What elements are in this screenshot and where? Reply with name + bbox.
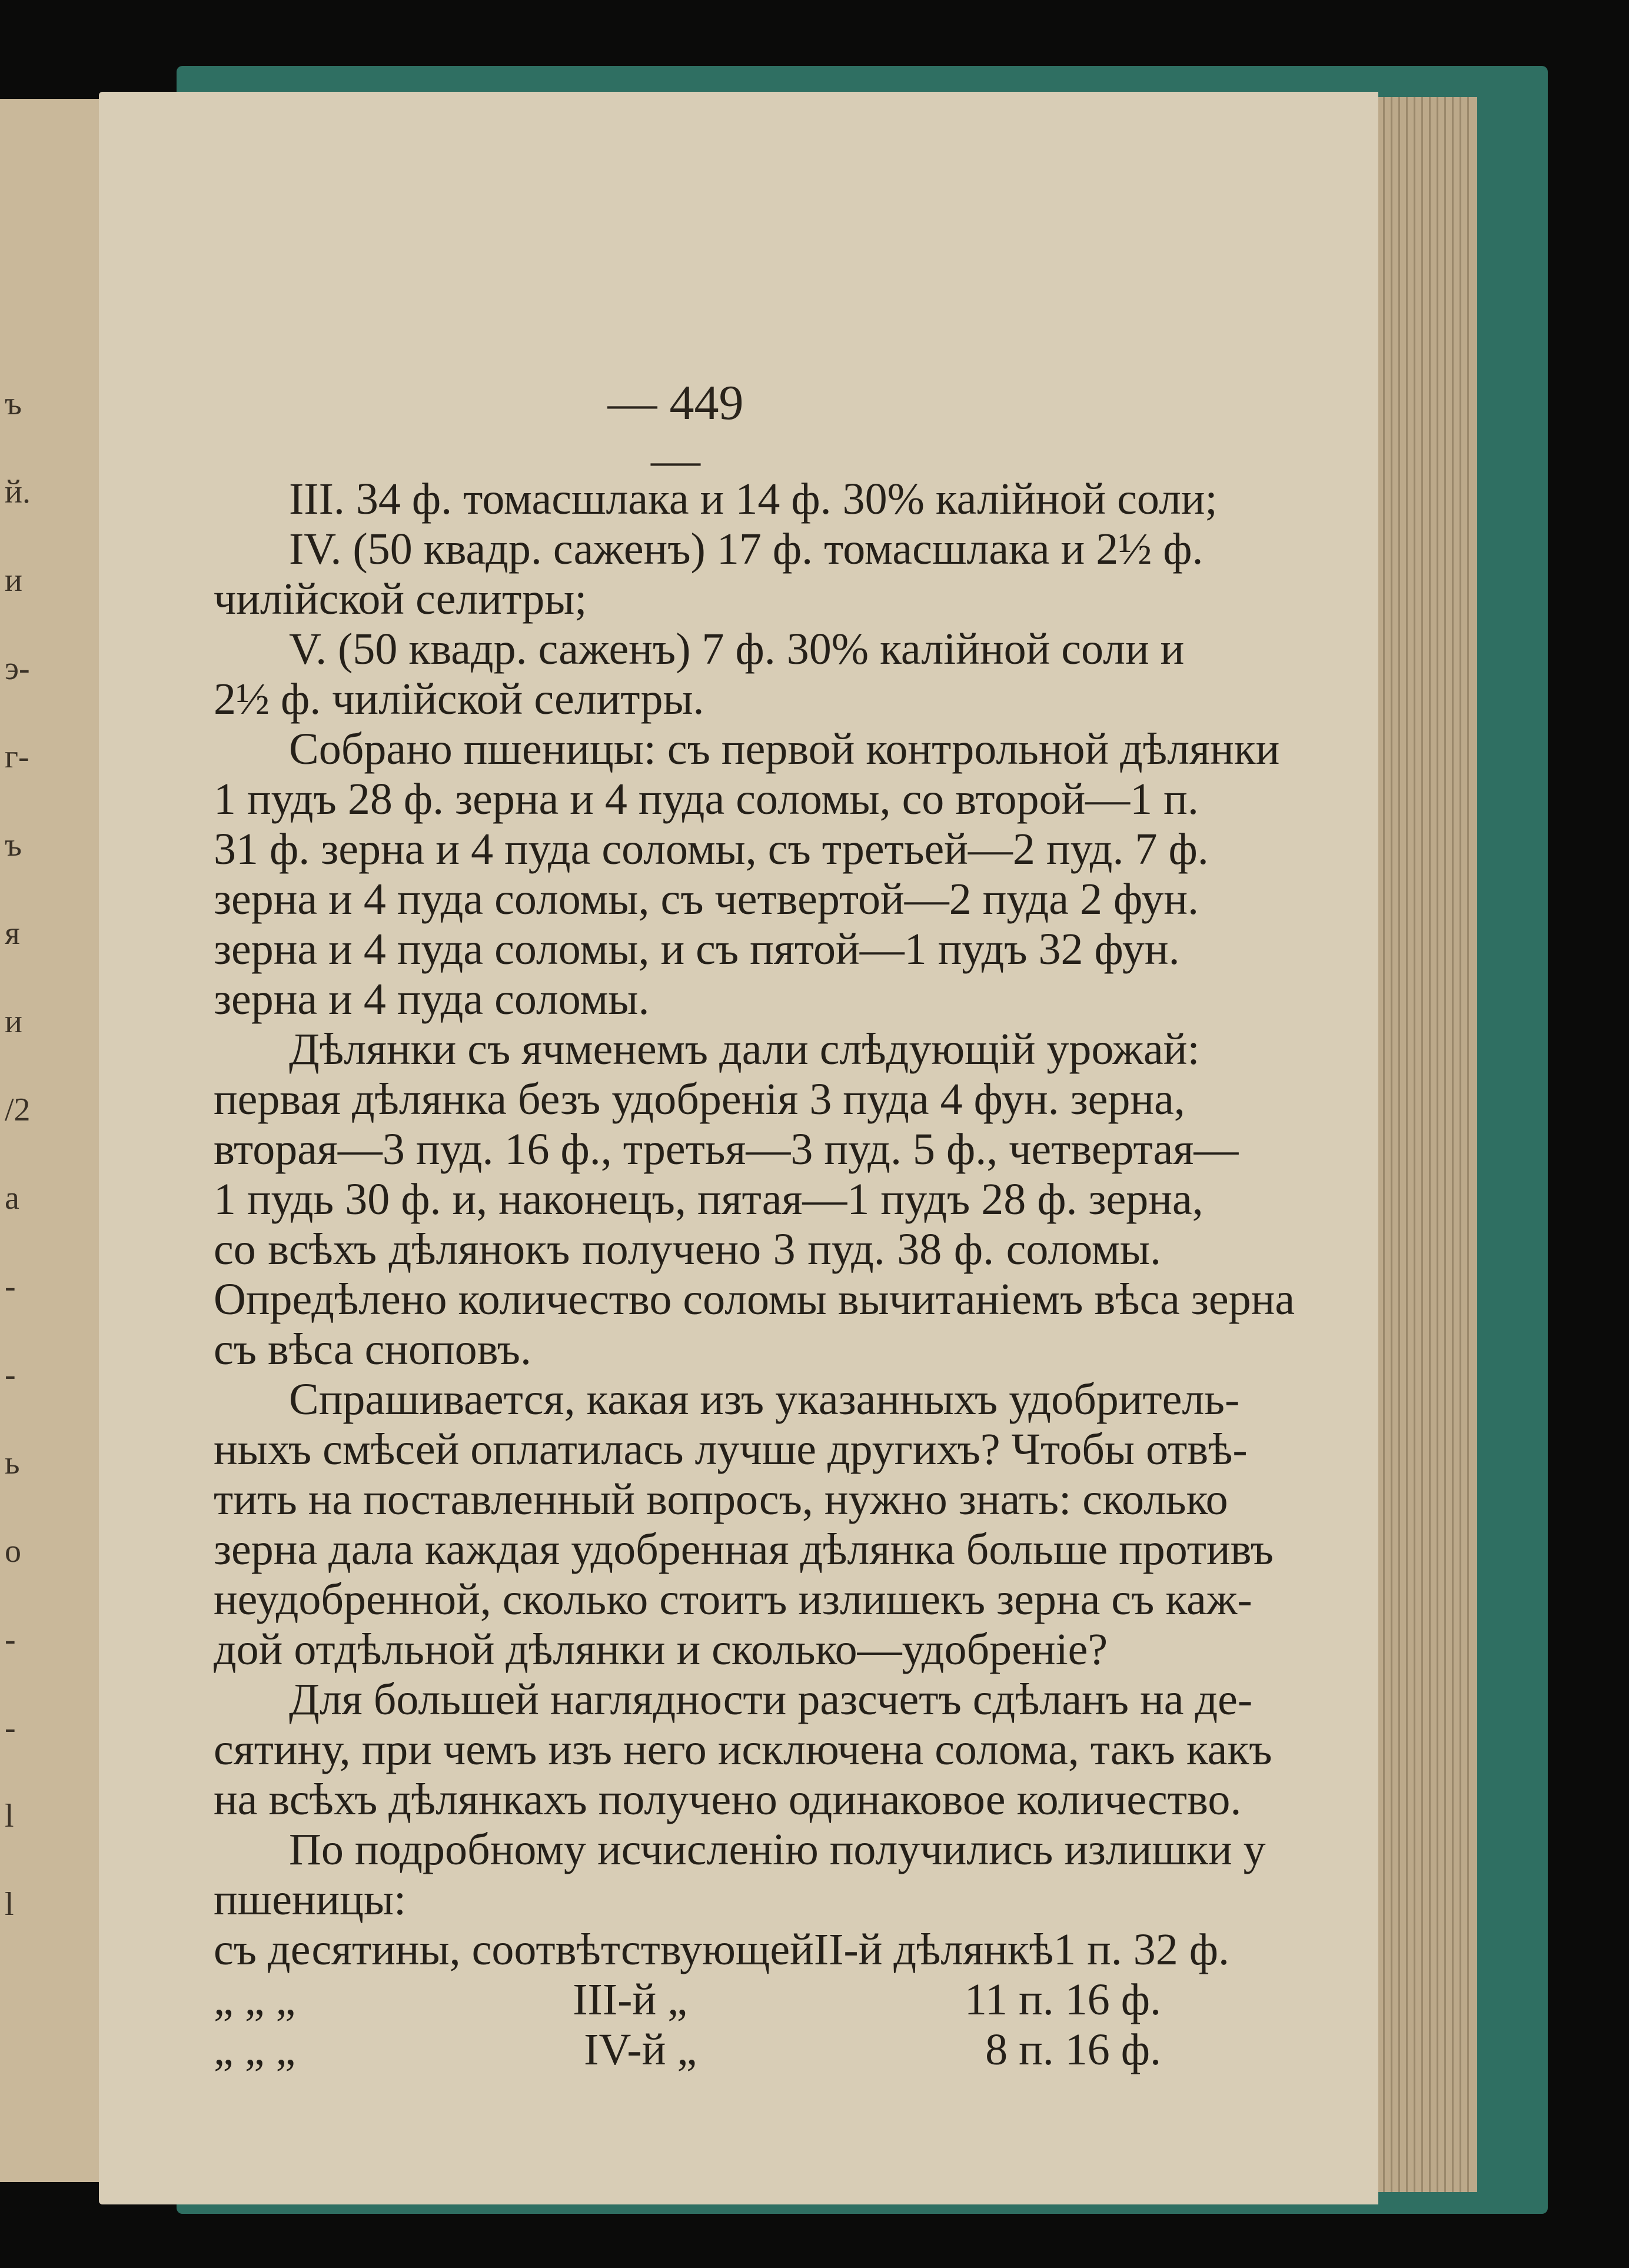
text-line: 1 пудь 30 ф. и, наконецъ, пятая—1 пудъ 28 ф. зерна, bbox=[214, 1175, 1204, 1224]
left-page-fragment: и bbox=[5, 562, 22, 598]
text-line: дой отдѣльной дѣлянки и сколько—удобреніе? bbox=[214, 1625, 1108, 1674]
left-page-fragment: й. bbox=[5, 474, 31, 510]
left-page-fragment: - bbox=[5, 1710, 16, 1746]
text-line: ныхъ смѣсей оплатилась лучше другихъ? Чтобы отвѣ- bbox=[214, 1425, 1248, 1474]
left-page-fragment: о bbox=[5, 1533, 21, 1569]
text-line: зерна и 4 пуда соломы. bbox=[214, 975, 650, 1024]
book-page bbox=[99, 92, 1378, 2204]
text-line: первая дѣлянка безъ удобренія 3 пуда 4 фун. зерна, bbox=[214, 1075, 1185, 1124]
text-line: со всѣхъ дѣлянокъ получено 3 пуд. 38 ф. соломы. bbox=[214, 1225, 1161, 1274]
text-line: тить на поставленный вопросъ, нужно знать: сколько bbox=[214, 1475, 1228, 1524]
text-line: По подробному исчисленію получились излишки у bbox=[289, 1825, 1266, 1874]
left-page-fragment: - bbox=[5, 1268, 16, 1305]
surplus-value: 8 п. 16 ф. bbox=[985, 2025, 1161, 2074]
left-page-fragment: э- bbox=[5, 650, 30, 687]
text-line: 1 пудъ 28 ф. зерна и 4 пуда соломы, со второй—1 п. bbox=[214, 774, 1199, 824]
text-line: Собрано пшеницы: съ первой контрольной дѣлянки bbox=[289, 724, 1280, 774]
left-page-fragment: l bbox=[5, 1886, 14, 1923]
left-page-fragment: - bbox=[5, 1621, 16, 1658]
surplus-label: „ „ „ bbox=[214, 2025, 296, 2074]
left-page-fragment: г- bbox=[5, 739, 29, 775]
text-line: зерна и 4 пуда соломы, и съ пятой—1 пудъ 32 фун. bbox=[214, 925, 1180, 974]
surplus-label: съ десятины, соотвѣтствующей bbox=[214, 1925, 814, 1974]
text-line: Опредѣлено количество соломы вычитаніемъ вѣса зерна bbox=[214, 1275, 1295, 1324]
text-line: Спрашивается, какая изъ указанныхъ удобритель- bbox=[289, 1375, 1240, 1424]
text-line: V. (50 квадр. саженъ) 7 ф. 30% калійной соли и bbox=[289, 624, 1185, 674]
left-page-fragment: а bbox=[5, 1180, 19, 1216]
text-line: IV. (50 квадр. саженъ) 17 ф. томасшлака и 2½ ф. bbox=[289, 524, 1204, 574]
text-line: 2½ ф. чилійской селитры. bbox=[214, 674, 704, 724]
left-page-fragment: я bbox=[5, 915, 20, 952]
text-line: чилійской селитры; bbox=[214, 574, 587, 624]
page-body bbox=[214, 474, 1295, 2075]
text-line: сятину, при чемъ изъ него исключена солома, такъ какъ bbox=[214, 1725, 1272, 1774]
text-line: зерна и 4 пуда соломы, съ четвертой—2 пуда 2 фун. bbox=[214, 874, 1199, 924]
left-page-fragment: ъ bbox=[5, 385, 22, 422]
surplus-plot: III-й „ bbox=[573, 1975, 687, 2024]
text-line: пшеницы: bbox=[214, 1875, 407, 1924]
page-edges bbox=[1365, 97, 1477, 2192]
text-line: 31 ф. зерна и 4 пуда соломы, съ третьей—2 пуд. 7 ф. bbox=[214, 824, 1209, 874]
surplus-row bbox=[214, 1975, 1161, 2025]
text-line: Дѣлянки съ ячменемъ дали слѣдующій урожай: bbox=[289, 1025, 1200, 1074]
surplus-plot: IV-й „ bbox=[584, 2025, 697, 2074]
surplus-value: 1 п. 32 ф. bbox=[1053, 1925, 1230, 1974]
left-page-fragment: ь bbox=[5, 1445, 20, 1481]
surplus-row bbox=[214, 1925, 1230, 1975]
left-page-fragment: /2 bbox=[5, 1092, 31, 1128]
surplus-label: „ „ „ bbox=[214, 1975, 296, 2024]
left-page-fragment: l bbox=[5, 1798, 14, 1834]
left-page-edge bbox=[0, 99, 102, 2182]
surplus-plot: II-й дѣлянкѣ bbox=[813, 1925, 1054, 1974]
left-page-fragment: - bbox=[5, 1356, 16, 1393]
text-line: неудобренной, сколько стоитъ излишекъ зерна съ каж- bbox=[214, 1575, 1252, 1624]
text-line: III. 34 ф. томасшлака и 14 ф. 30% калійной соли; bbox=[289, 474, 1218, 524]
text-line: съ вѣса сноповъ. bbox=[214, 1325, 531, 1374]
left-page-fragment: и bbox=[5, 1003, 22, 1040]
left-page-fragment: ъ bbox=[5, 827, 22, 863]
page-number: — 449 — bbox=[607, 375, 744, 487]
text-line: Для большей наглядности разсчетъ сдѣланъ на де- bbox=[289, 1675, 1253, 1724]
surplus-value: 11 п. 16 ф. bbox=[964, 1975, 1161, 2024]
text-line: на всѣхъ дѣлянкахъ получено одинаковое количество. bbox=[214, 1775, 1242, 1824]
text-line: вторая—3 пуд. 16 ф., третья—3 пуд. 5 ф., четвертая— bbox=[214, 1125, 1239, 1174]
text-line: зерна дала каждая удобренная дѣлянка больше противъ bbox=[214, 1525, 1274, 1574]
surplus-row bbox=[214, 2025, 1161, 2075]
